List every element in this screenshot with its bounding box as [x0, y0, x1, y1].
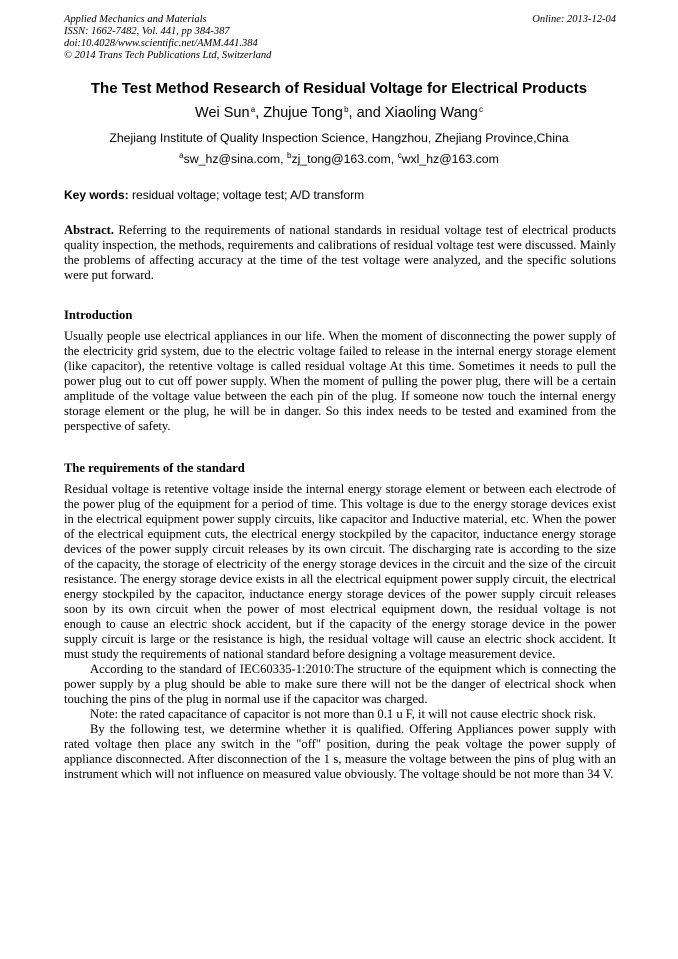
section-heading-introduction: Introduction — [64, 308, 133, 322]
section-body-introduction — [64, 329, 616, 434]
abstract-text: Referring to the requirements of national standards in residual voltage test of electrical products quality inspection, the methods, requirements and calibrations of residual voltage test were discussed. Mainly the problems of affecting accuracy at the time of the test voltage were analyzed, and the specific solutions were put forward. — [64, 223, 617, 282]
email-mark: b — [287, 151, 292, 160]
section-heading-requirements: The requirements of the standard — [64, 461, 245, 475]
author-name: Xiaoling Wang — [384, 105, 478, 121]
author-name: Zhujue Tong — [263, 105, 343, 121]
paragraph: By the following test, we determine whether it is qualified. Offering Appliances power supply with rated voltage then place any switch in the "off" position, during the peak voltage the power supply of appliance disconnected. After disconnection of the 1 s, measure the voltage between the pins of plug with an instrument which will not influence on measured value obviously. The voltage should be not more than 34 V. — [64, 722, 616, 781]
author-affil-mark: c — [478, 105, 483, 114]
journal-name: Applied Mechanics and Materials — [64, 14, 207, 25]
online-date: Online: 2013-12-04 — [532, 14, 616, 25]
abstract — [64, 223, 616, 283]
email-address[interactable]: wxl_hz@163.com — [401, 152, 499, 166]
keywords-label: Key words: — [64, 188, 129, 202]
email-address[interactable]: sw_hz@sina.com — [183, 152, 281, 166]
paragraph: According to the standard of IEC60335-1:2010:The structure of the equipment which is connecting the power supply by a plug should be able to make sure there will not be the danger of electrical shock when touching the pins of the plug in normal use if the capacitor was charged. — [64, 662, 616, 706]
issn-line: ISSN: 1662-7482, Vol. 441, pp 384-387 — [64, 26, 230, 37]
email-list — [40, 152, 638, 167]
email-address[interactable]: zj_tong@163.com — [291, 152, 391, 166]
paper-title: The Test Method Research of Residual Voltage for Electrical Products — [90, 80, 588, 97]
paragraph: Note: the rated capacitance of capacitor is not more than 0.1 u F, it will not cause electric shock risk. — [90, 707, 597, 721]
copyright-line: © 2014 Trans Tech Publications Ltd, Switzerland — [64, 50, 272, 61]
keywords — [64, 188, 616, 203]
author-list — [40, 104, 638, 122]
keywords-text: residual voltage; voltage test; A/D transform — [132, 188, 365, 202]
author-affil-mark: b — [344, 105, 349, 114]
abstract-label: Abstract. — [64, 223, 115, 237]
author-separator: , and — [348, 105, 385, 121]
affiliation: Zhejiang Institute of Quality Inspection Science, Hangzhou, Zhejiang Province,China — [109, 131, 569, 145]
email-mark: c — [397, 151, 402, 160]
author-separator: , — [255, 105, 264, 121]
doi-line: doi:10.4028/www.scientific.net/AMM.441.384 — [64, 38, 258, 49]
author-name: Wei Sun — [195, 105, 250, 121]
email-separator: , — [280, 152, 287, 166]
paragraph: Usually people use electrical appliances in our life. When the moment of disconnecting the power supply of the electricity grid system, due to the electric voltage failed to release in the internal energy storage element (like capacitor), the retentive voltage is called residual voltage At this time. Sometimes it needs to pull the power plug out to cut off power supply. When the moment of pulling the power plug, there will be a certain amplitude of the voltage value between the each pin of the plug. If someone now touch the internal energy storage element or the plug, he will be in danger. So this index needs to be tested and examined from the perspective of safety. — [64, 329, 616, 433]
section-body-requirements — [64, 482, 616, 782]
author-affil-mark: a — [250, 105, 256, 114]
email-separator: , — [390, 152, 398, 166]
email-mark: a — [179, 151, 184, 160]
paragraph: Residual voltage is retentive voltage inside the internal energy storage element or between each electrode of the power plug of the equipment for a period of time. This voltage is due to the energy storage devices exist in the electrical equipment power supply circuits, like capacitor and Inductive material, etc. When the power of the electrical equipment cuts, the electrical energy stockpiled by the capacitor, inductance energy storage devices of the power supply circuit releases by its own circuit. The discharging rate is according to the size of the capacity, the storage of electricity of the energy storage devices in the circuit and the size of the circuit resistance. The energy storage device exists in all the electrical equipment power supply circuit, the electrical energy stockpiled by the capacitor, inductance energy storage devices of the power supply circuit releases soon by its own circuit when the power of most electrical equipment down, the residual voltage is not enough to cause an electric shock accident, but if the capacity of the energy storage device in the power supply circuit is large or the resistance is high, the residual voltage will cause an electric shock accident. It must study the requirements of national standard before designing a voltage measurement device. — [64, 482, 616, 661]
running-header — [64, 14, 616, 62]
